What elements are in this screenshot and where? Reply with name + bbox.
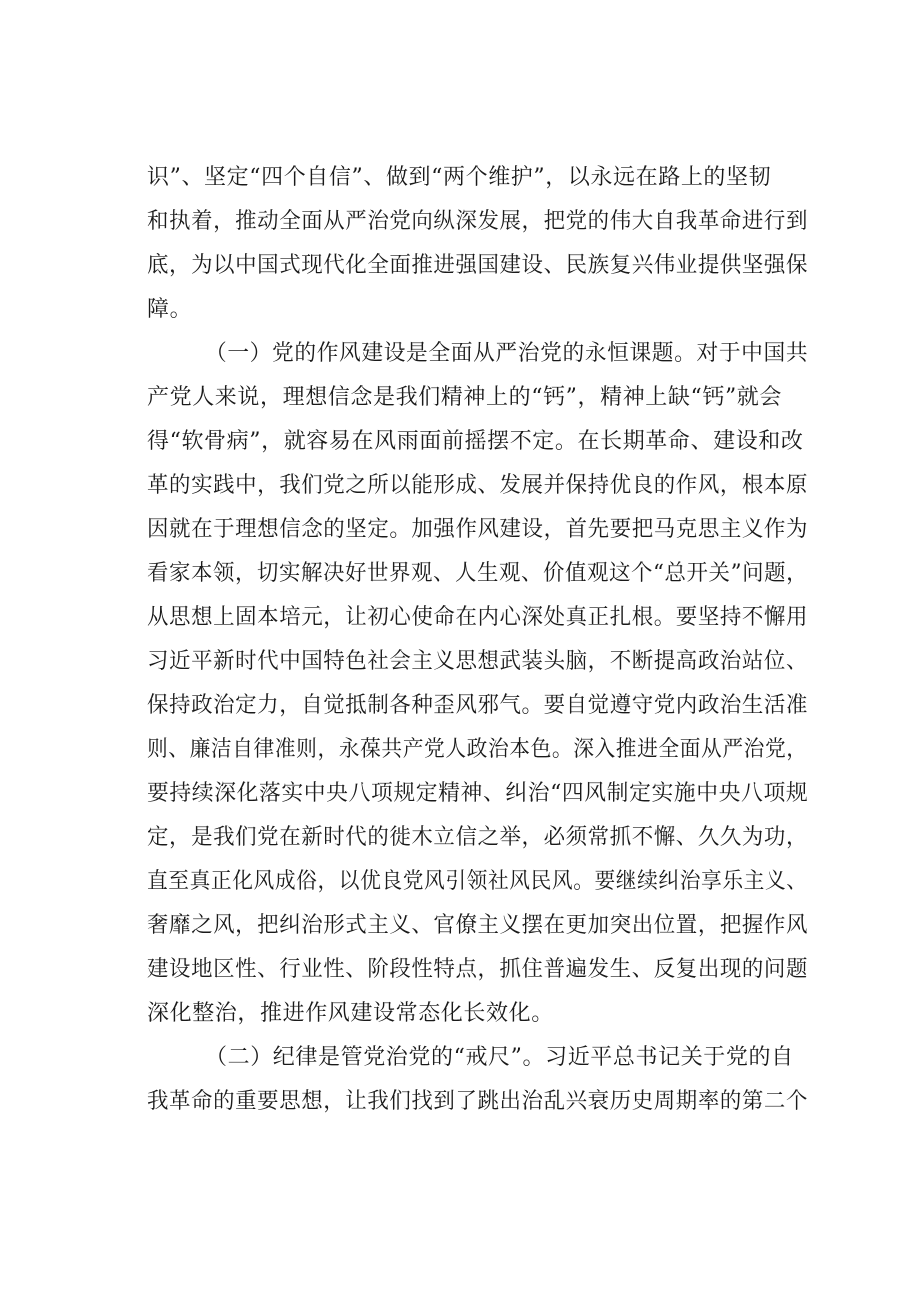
text-line: 习近平新时代中国特色社会主义思想武装头脑，不断提高政治站位、 [147, 649, 808, 674]
text-line: 建设地区性、行业性、阶段性特点，抓住普遍发生、反复出现的问题 [147, 957, 808, 982]
section-heading-line: （二）纪律是管党治党的“戒尺”。习近平总书记关于党的自 [205, 1045, 794, 1070]
text-line: 奢靡之风，把纠治形式主义、官僚主义摆在更加突出位置，把握作风 [147, 913, 808, 938]
text-line: 从思想上固本培元，让初心使命在内心深处真正扎根。要坚持不懈用 [147, 605, 808, 630]
section-heading-line: （一）党的作风建设是全面从严治党的永恒课题。对于中国共 [205, 341, 809, 366]
text-line: 因就在于理想信念的坚定。加强作风建设，首先要把马克思主义作为 [147, 517, 808, 542]
text-line: 看家本领，切实解决好世界观、人生观、价值观这个“总开关”问题， [147, 561, 809, 586]
text-line: 革的实践中，我们党之所以能形成、发展并保持优良的作风，根本原 [147, 473, 808, 498]
text-line: 则、廉洁自律准则，永葆共产党人政治本色。深入推进全面从严治党， [147, 737, 808, 762]
text-line: 保持政治定力，自觉抵制各种歪风邪气。要自觉遵守党内政治生活准 [147, 693, 808, 718]
text-line: 识”、坚定“四个自信”、做到“两个维护”，以永远在路上的坚韧 [147, 165, 772, 190]
text-line: 定，是我们党在新时代的徙木立信之举，必须常抓不懈、久久为功， [147, 825, 808, 850]
text-line: 深化整治，推进作风建设常态化长效化。 [147, 1001, 554, 1026]
text-line: 直至真正化风成俗，以优良党风引领社风民风。要继续纠治享乐主义、 [147, 869, 808, 894]
text-line: 得“软骨病”，就容易在风雨面前摇摆不定。在长期革命、建设和改 [147, 429, 804, 454]
text-line: 障。 [147, 297, 193, 322]
text-line: 产党人来说，理想信念是我们精神上的“钙”，精神上缺“钙”就会 [147, 385, 782, 410]
text-line: 我革命的重要思想，让我们找到了跳出治乱兴衰历史周期率的第二个 [147, 1089, 808, 1114]
text-line: 和执着，推动全面从严治党向纵深发展，把党的伟大自我革命进行到 [147, 209, 808, 234]
text-line: 底，为以中国式现代化全面推进强国建设、民族复兴伟业提供坚强保 [147, 253, 808, 278]
text-line: 要持续深化落实中央八项规定精神、纠治“四风制定实施中央八项规 [147, 781, 809, 806]
